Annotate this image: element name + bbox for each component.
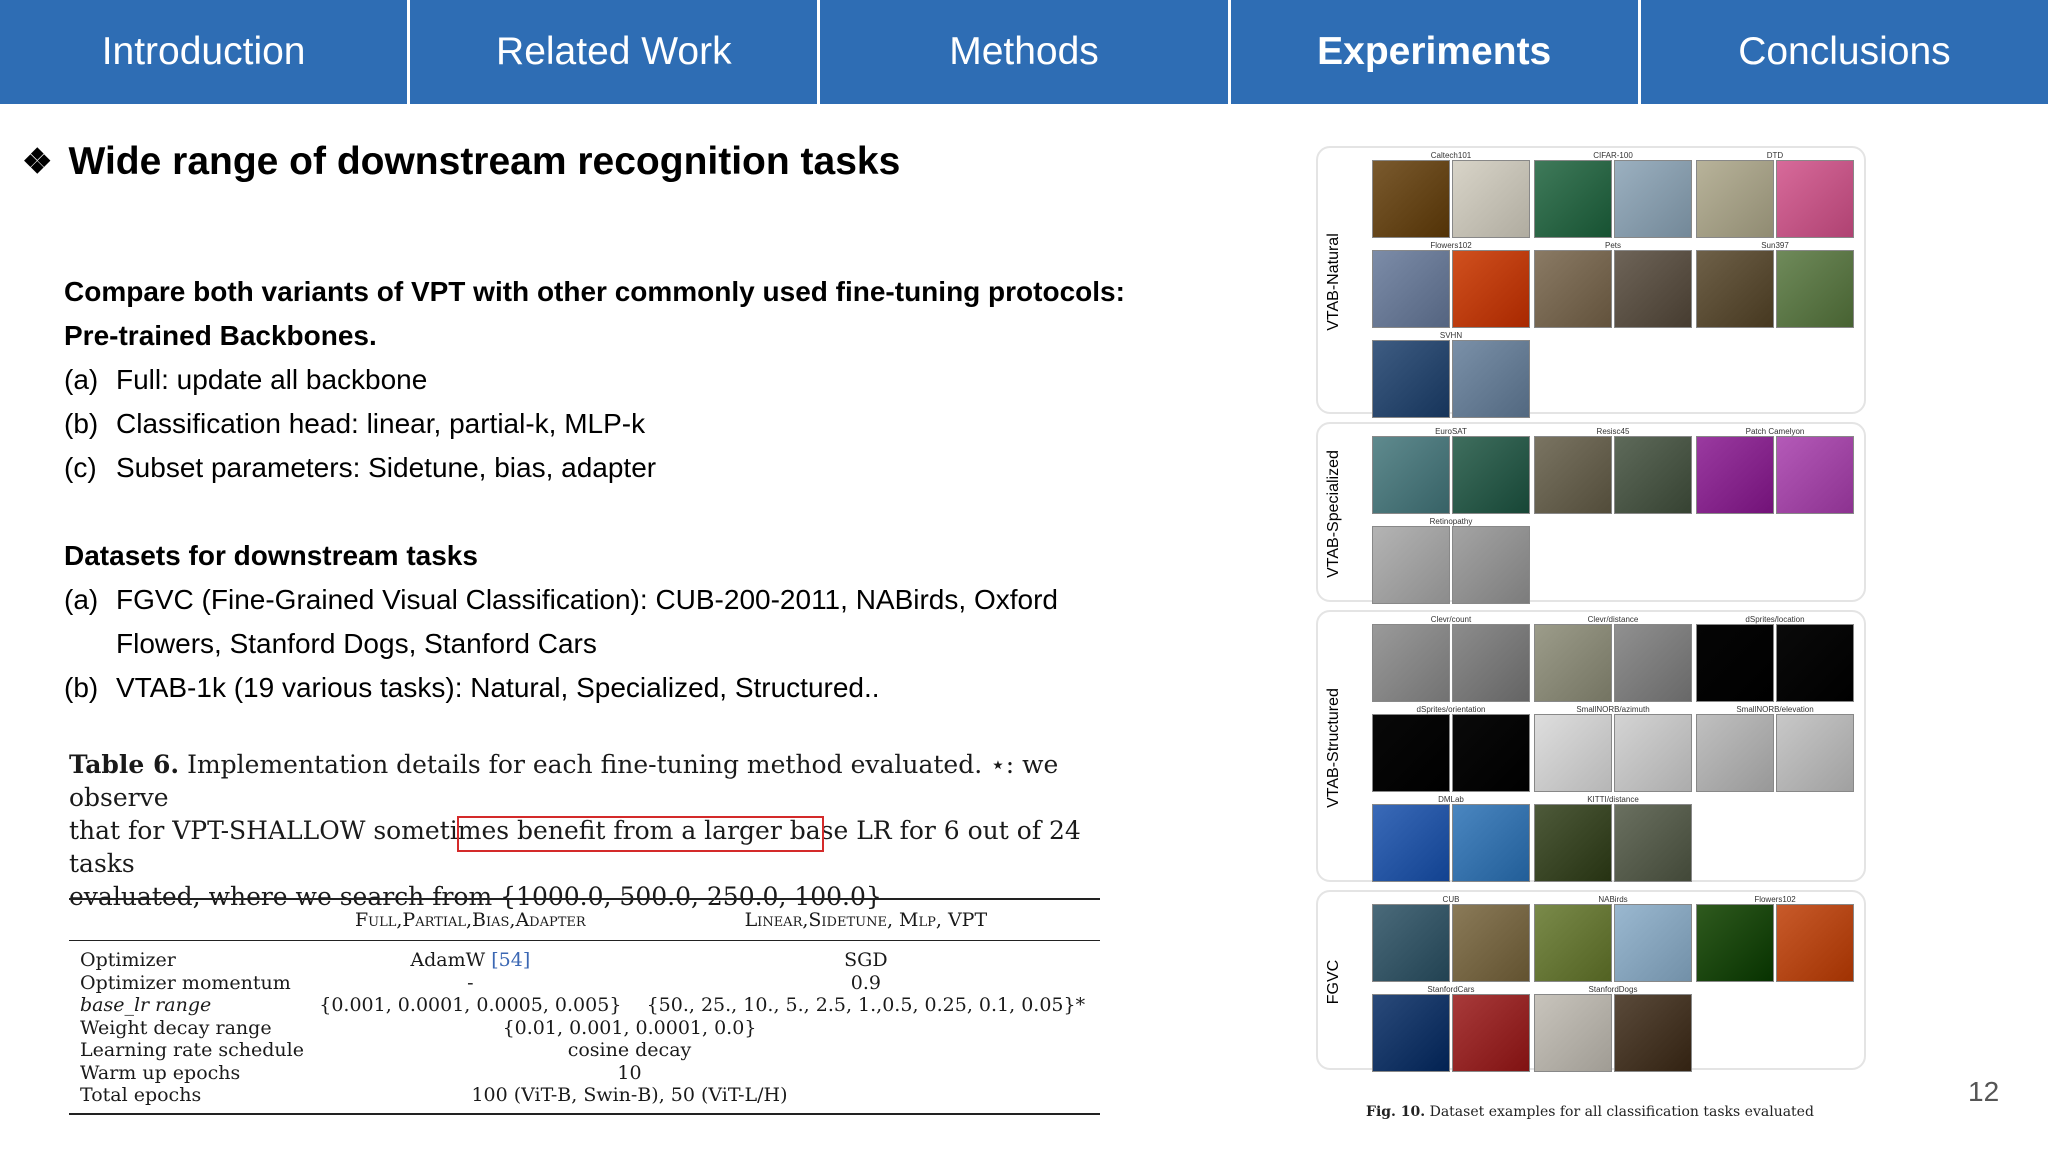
dataset-example xyxy=(1534,615,1692,702)
page-number: 12 xyxy=(1968,1076,2000,1107)
list-marker: (b) xyxy=(64,672,99,703)
list-text: FGVC (Fine-Grained Visual Classification): CUB-200-2011, NABirds, Oxford xyxy=(116,584,1058,615)
table-cell-label: Total epochs xyxy=(80,1084,202,1106)
figure-panel xyxy=(1316,422,1866,602)
example-image xyxy=(1776,624,1854,702)
example-image xyxy=(1696,904,1774,982)
example-image xyxy=(1452,714,1530,792)
example-image xyxy=(1696,436,1774,514)
table-row xyxy=(69,972,1100,995)
table-caption-label: Table 6. xyxy=(69,750,180,779)
table-cell: cosine decay xyxy=(567,1039,692,1061)
dataset-example xyxy=(1372,705,1530,792)
example-image xyxy=(1696,714,1774,792)
table-row xyxy=(69,1084,1100,1114)
panel-label: VTAB-Structured xyxy=(1325,688,1342,808)
list-item xyxy=(64,578,1058,622)
dataset-name: StanfordCars xyxy=(1427,985,1475,994)
dataset-name: DMLab xyxy=(1438,795,1464,804)
dataset-name: Retinopathy xyxy=(1429,517,1473,526)
example-image xyxy=(1614,904,1692,982)
tab-related-work[interactable]: Related Work xyxy=(410,0,817,104)
dataset-name: Flowers102 xyxy=(1754,895,1796,904)
tab-conclusions[interactable]: Conclusions xyxy=(1641,0,2048,104)
panel-label: VTAB-Specialized xyxy=(1325,450,1343,578)
dataset-name: CUB xyxy=(1442,895,1460,904)
dataset-name: Clevr/count xyxy=(1430,615,1472,624)
example-image xyxy=(1372,714,1450,792)
example-image xyxy=(1776,160,1854,238)
example-image xyxy=(1452,250,1530,328)
list-item xyxy=(64,358,1125,402)
example-image xyxy=(1372,340,1450,418)
list-item-continuation xyxy=(64,622,1058,666)
table-cell: {50., 25., 10., 5., 2.5, 1.,0.5, 0.25, 0.1, 0.05}* xyxy=(646,994,1086,1016)
example-image xyxy=(1372,904,1450,982)
dataset-example xyxy=(1372,331,1530,418)
table-cell: {0.01, 0.001, 0.0001, 0.0} xyxy=(502,1016,757,1039)
dataset-example xyxy=(1534,427,1692,514)
list-text: Full: update all backbone xyxy=(116,364,428,395)
example-image xyxy=(1372,250,1450,328)
list-item xyxy=(64,402,1125,446)
list-text: VTAB-1k (19 various tasks): Natural, Specialized, Structured.. xyxy=(116,672,880,703)
example-image xyxy=(1452,904,1530,982)
dataset-example xyxy=(1372,795,1530,882)
dataset-name: Resisc45 xyxy=(1596,427,1630,436)
dataset-name: EuroSAT xyxy=(1435,427,1467,436)
example-image xyxy=(1776,250,1854,328)
protocols-heading-line2: Pre-trained Backbones. xyxy=(64,320,377,351)
example-image xyxy=(1452,436,1530,514)
example-image xyxy=(1452,160,1530,238)
dataset-example xyxy=(1534,795,1692,882)
table-cell xyxy=(309,941,632,972)
table-header: Full,Partial,Bias,Adapter xyxy=(354,909,586,931)
panel-label: VTAB-Natural xyxy=(1325,233,1343,331)
slide-title-text: Wide range of downstream recognition tasks xyxy=(68,140,901,183)
example-image xyxy=(1614,160,1692,238)
table-caption-line3: evaluated, where we search from xyxy=(69,882,493,911)
dataset-example xyxy=(1696,241,1854,328)
protocols-section xyxy=(64,270,1125,490)
example-image xyxy=(1372,526,1450,604)
dataset-example xyxy=(1534,705,1692,792)
example-image xyxy=(1614,436,1692,514)
example-image xyxy=(1534,804,1612,882)
dataset-name: dSprites/location xyxy=(1745,615,1805,624)
dataset-example xyxy=(1696,151,1854,238)
example-image xyxy=(1372,436,1450,514)
dataset-name: SVHN xyxy=(1439,331,1463,340)
table-cell-label: Learning rate schedule xyxy=(80,1039,304,1061)
example-image xyxy=(1696,250,1774,328)
panel-label: FGVC xyxy=(1325,959,1343,1005)
dataset-name: dSprites/orientation xyxy=(1416,705,1486,714)
dataset-name: SmallNORB/azimuth xyxy=(1576,705,1650,714)
example-image xyxy=(1534,624,1612,702)
dataset-example xyxy=(1372,895,1530,982)
table-cell: 0.9 xyxy=(850,971,881,994)
example-image xyxy=(1452,994,1530,1072)
example-image xyxy=(1452,624,1530,702)
table-row xyxy=(69,941,1100,972)
example-image xyxy=(1614,714,1692,792)
table-row xyxy=(69,1062,1100,1085)
citation-link[interactable]: [54] xyxy=(491,949,531,971)
example-image xyxy=(1534,160,1612,238)
table-cell-label: Warm up epochs xyxy=(80,1061,241,1084)
example-image xyxy=(1452,804,1530,882)
list-marker: (a) xyxy=(64,364,99,395)
example-image xyxy=(1696,624,1774,702)
figure-caption xyxy=(1366,1104,1814,1120)
table-cell: 100 (ViT-B, Swin-B), 50 (ViT-L/H) xyxy=(471,1084,788,1106)
table-cell: {0.001, 0.0001, 0.0005, 0.005} xyxy=(319,994,622,1016)
example-image xyxy=(1452,340,1530,418)
table-cell: SGD xyxy=(844,949,888,971)
example-image xyxy=(1776,714,1854,792)
dataset-name: KITTI/distance xyxy=(1587,795,1639,804)
example-image xyxy=(1534,436,1612,514)
table-cell: 10 xyxy=(617,1061,642,1084)
highlight-box xyxy=(457,816,824,852)
dataset-name: Patch Camelyon xyxy=(1745,427,1805,436)
table-caption-line1: Implementation details for each fine-tuning method evaluated. ⋆: we observe xyxy=(69,750,1059,812)
dataset-name: SmallNORB/elevation xyxy=(1736,705,1814,714)
figure-panel xyxy=(1316,610,1866,882)
dataset-example xyxy=(1372,427,1530,514)
table-header-row xyxy=(69,899,1100,941)
table-cell-label: Optimizer xyxy=(80,949,176,971)
dataset-name: Flowers102 xyxy=(1430,241,1472,250)
list-marker: (c) xyxy=(64,452,97,483)
list-item xyxy=(64,666,1058,710)
example-image xyxy=(1696,160,1774,238)
example-image xyxy=(1614,994,1692,1072)
datasets-section xyxy=(64,534,1058,710)
lr-search-set: {1000.0, 500.0, 250.0, 100.0} xyxy=(500,882,882,911)
dataset-name: DTD xyxy=(1766,151,1784,160)
example-image xyxy=(1452,526,1530,604)
example-image xyxy=(1372,804,1450,882)
example-image xyxy=(1372,160,1450,238)
dataset-name: Clevr/distance xyxy=(1587,615,1639,624)
table-row xyxy=(69,1017,1100,1040)
table-row xyxy=(69,994,1100,1017)
diamond-bullet-icon: ❖ xyxy=(22,143,53,181)
dataset-name: Pets xyxy=(1604,241,1621,250)
list-text: Classification head: linear, partial-k, MLP-k xyxy=(116,408,646,439)
list-text: Flowers, Stanford Dogs, Stanford Cars xyxy=(116,628,597,659)
example-image xyxy=(1534,250,1612,328)
dataset-name: CIFAR-100 xyxy=(1593,151,1633,160)
dataset-name: Caltech101 xyxy=(1430,151,1472,160)
dataset-example xyxy=(1534,985,1692,1072)
example-image xyxy=(1534,714,1612,792)
list-text: Subset parameters: Sidetune, bias, adapter xyxy=(116,452,657,483)
dataset-example xyxy=(1372,985,1530,1072)
section-nav xyxy=(0,0,2048,104)
table-cell-label: base_lr range xyxy=(80,994,212,1016)
tab-introduction[interactable]: Introduction xyxy=(0,0,407,104)
figure-panel xyxy=(1316,146,1866,414)
table-cell-label: Weight decay range xyxy=(80,1016,272,1039)
list-item xyxy=(64,446,1125,490)
dataset-example xyxy=(1372,241,1530,328)
example-image xyxy=(1372,624,1450,702)
table-cell-text: AdamW xyxy=(410,949,486,971)
dataset-example xyxy=(1696,427,1854,514)
example-image xyxy=(1534,904,1612,982)
dataset-example xyxy=(1696,615,1854,702)
table-cell-label: Optimizer momentum xyxy=(80,971,291,994)
dataset-example xyxy=(1696,705,1854,792)
example-image xyxy=(1614,624,1692,702)
example-image xyxy=(1614,250,1692,328)
dataset-example xyxy=(1534,241,1692,328)
table-caption-line2: that for VPT-SHALLOW sometimes benefit from a larger base LR for 6 out of 24 tasks xyxy=(69,816,1081,878)
figure-panel xyxy=(1316,890,1866,1070)
datasets-heading: Datasets for downstream tasks xyxy=(64,540,478,571)
tab-methods[interactable]: Methods xyxy=(820,0,1227,104)
example-image xyxy=(1776,904,1854,982)
table-header: Linear,Sidetune, Mlp, VPT xyxy=(744,909,988,931)
example-image xyxy=(1776,436,1854,514)
example-image xyxy=(1372,994,1450,1072)
protocols-heading-line1: Compare both variants of VPT with other commonly used fine-tuning protocols: xyxy=(64,276,1125,307)
dataset-example xyxy=(1534,895,1692,982)
table-row xyxy=(69,1039,1100,1062)
dataset-name: Sun397 xyxy=(1761,241,1789,250)
figure-caption-text: Dataset examples for all classification tasks evaluated xyxy=(1429,1104,1814,1120)
dataset-example xyxy=(1372,615,1530,702)
example-image xyxy=(1534,994,1612,1072)
slide-title xyxy=(22,140,900,184)
tab-experiments[interactable]: Experiments xyxy=(1231,0,1638,104)
figure-caption-label: Fig. 10. xyxy=(1366,1104,1426,1120)
dataset-name: StanfordDogs xyxy=(1588,985,1638,994)
example-image xyxy=(1614,804,1692,882)
dataset-example xyxy=(1534,151,1692,238)
table-cell: - xyxy=(467,971,474,994)
implementation-table xyxy=(69,898,1100,1115)
dataset-example xyxy=(1372,517,1530,604)
dataset-name: NABirds xyxy=(1598,895,1628,904)
list-marker: (a) xyxy=(64,584,99,615)
dataset-example xyxy=(1696,895,1854,982)
dataset-example xyxy=(1372,151,1530,238)
list-marker: (b) xyxy=(64,408,99,439)
